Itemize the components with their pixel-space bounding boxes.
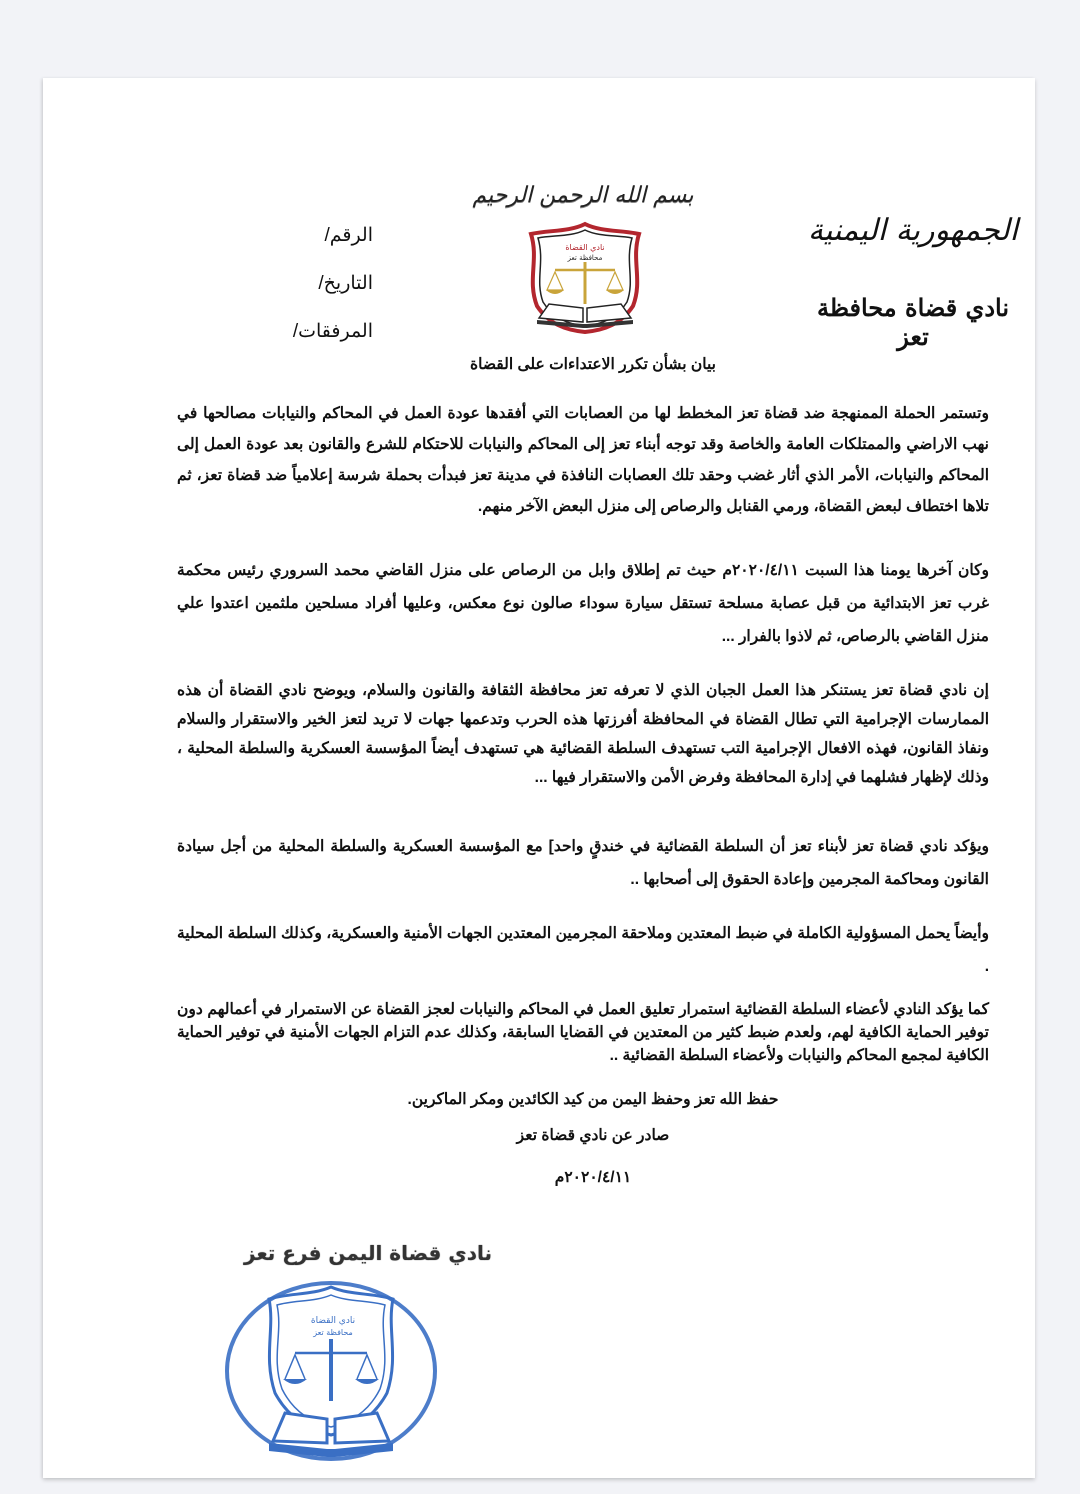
closing-prayer: حفظ الله تعز وحفظ اليمن من كيد الكائدين ومكر الماكرين. bbox=[407, 1091, 779, 1108]
emblem-text-line-1: نادي القضاة bbox=[565, 243, 605, 252]
emblem-text-line-2: محافظة تعز bbox=[567, 254, 603, 262]
paragraph: ويؤكد نادي قضاة تعز لأبناء تعز أن السلطة القضائية في خندقٍ واحد] مع المؤسسة العسكرية والسلطة المحلية من أجل سيادة القانون ومحاكمة المجرمين وإعادة الحقوق إلى أصحابها .. bbox=[177, 838, 989, 888]
issue-date: ٢٠٢٠/٤/١١م bbox=[554, 1169, 632, 1186]
stamp-text-line-2: محافظة تعز bbox=[313, 1328, 353, 1337]
official-stamp-icon bbox=[221, 1273, 441, 1463]
paragraph: إن نادي قضاة تعز يستنكر هذا العمل الجبان الذي لا تعرفه تعز محافظة الثقافة والقانون والسلام، ويوضح نادي القضاة أن هذه الممارسات الإجرامية التي تطال القضاة في المحافظة أفرزتها هذه الحرب وتدعمها جهات لا تريد لتعز الخير والاستقرار والسلام ونفاذ القانون، فهذه الافعال الإجرامية التب تستهدف السلطة القضائية هي تستهدف أيضاً المؤسسة العسكرية والسلطة المحلية ، وذلك لإظهار فشلهما في إدارة المحافظة وفرض الأمن والاستقرار فيها ... bbox=[177, 682, 989, 786]
paragraph: كما يؤكد النادي لأعضاء السلطة القضائية استمرار تعليق العمل في المحاكم والنيابات لعجز القضاة عن الاستمرار في أعمالهم دون توفير الحماية الكافية لهم، ولعدم ضبط كثير من المعتدين في القضايا السابقة، وكذلك عدم التزام الجهات الأمنية في توفير الحماية الكافية لمجمع المحاكم والنيابات ولأعضاء السلطة القضائية .. bbox=[177, 1001, 989, 1064]
paragraph: وتستمر الحملة الممنهجة ضد قضاة تعز المخطط لها من العصابات التي أفقدها عودة العمل في المحاكم والنيابات مصالحها في نهب الاراضي والممتلكات العامة والخاصة وقد توجه أبناء تعز إلى المحاكم والنيابات للاحتكام للشرع والقانون بعد عودة العمل إلى المحاكم والنيابات، الأمر الذي أثار غضب وحقد تلك العصابات النافذة في مدينة تعز فبدأت بحملة شرسة إعلامياً ضد قضاة تعز، ثم تلاها اختطاف لبعض القضاة، ورمي القنابل والرصاص إلى منزل البعض الآخر منهم. bbox=[177, 405, 989, 515]
document-page bbox=[43, 78, 1035, 1478]
paragraph: وكان آخرها يومنا هذا السبت ٢٠٢٠/٤/١١م حيث تم إطلاق وابل من الرصاص على منزل القاضي محمد السروري رئيس محكمة غرب تعز الابتدائية من قبل عصابة مسلحة تستقل سيارة سوداء صالون نوع معكس، وعليها أفراد مسلحين ملثمين اعتدوا علي منزل القاضي بالرصاص، ثم لاذوا بالفرار ... bbox=[177, 562, 989, 645]
stamp-text-line-1: نادي القضاة bbox=[310, 1316, 356, 1326]
paragraph: وأيضاً يحمل المسؤولية الكاملة في ضبط المعتدين وملاحقة المجرمين المعتدين الجهات الأمنية والعسكرية، وكذلك السلطة المحلية . bbox=[177, 925, 989, 975]
reference-date-label: التاريخ/ bbox=[318, 273, 373, 294]
statement-title: بيان بشأن تكرر الاعتداءات على القضاة bbox=[470, 356, 716, 373]
reference-number-label: الرقم/ bbox=[324, 225, 373, 246]
reference-fields bbox=[253, 221, 373, 365]
republic-heading: الجمهورية اليمنية bbox=[807, 213, 1019, 248]
basmala-calligraphy: بسم الله الرحمن الرحيم bbox=[472, 183, 694, 208]
club-name-heading: نادي قضاة محافظة تعز bbox=[816, 293, 1010, 351]
attachments-label: المرفقات/ bbox=[292, 321, 373, 342]
judges-club-emblem-icon bbox=[521, 220, 649, 334]
stamp-label: نادي قضاة اليمن فرع تعز bbox=[244, 1241, 492, 1265]
issued-by: صادر عن نادي قضاة تعز bbox=[516, 1127, 670, 1144]
